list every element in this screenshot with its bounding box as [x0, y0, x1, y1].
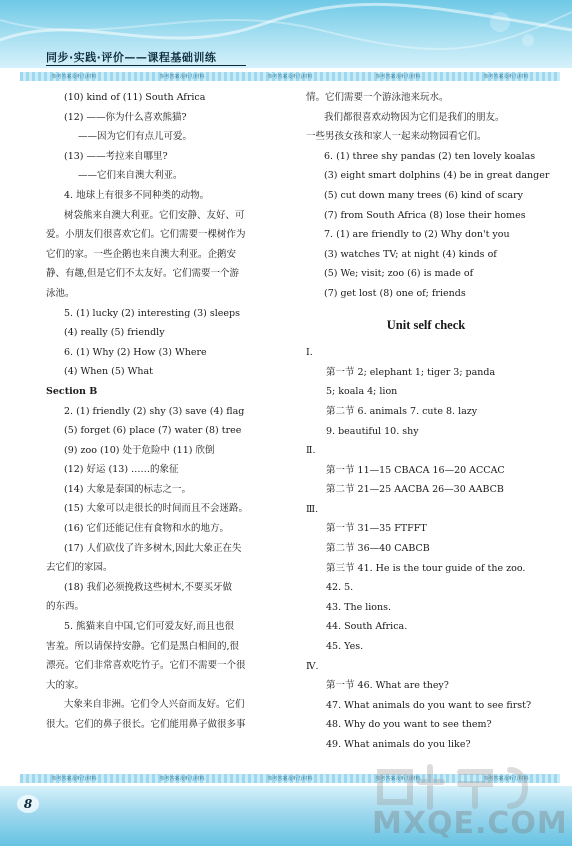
answer-line: 45. Yes.: [326, 641, 364, 653]
ribbon-label: 参考答案及听力材料: [483, 776, 529, 782]
series-title: 同步·实践·评价——课程基础训练: [46, 51, 217, 64]
ribbon-label: 参考答案及听力材料: [483, 74, 529, 80]
answer-line: 4. 地球上有很多不同种类的动物。: [64, 189, 210, 201]
answer-line: 44. South Africa.: [326, 621, 408, 633]
answer-line: 第一节 46. What are they?: [326, 680, 449, 692]
answer-line: 的东西。: [46, 601, 85, 613]
answer-line: 9. beautiful 10. shy: [326, 425, 419, 437]
answer-line: ——它们来自澳大利亚。: [78, 170, 183, 182]
answer-line: 树袋熊来自澳大利亚。它们安静、友好、可: [64, 209, 245, 221]
answer-line: (7) get lost (8) one of; friends: [324, 287, 466, 299]
answer-line: (4) When (5) What: [64, 366, 153, 378]
answer-line: 去它们的家园。: [46, 562, 113, 574]
ribbon-label: 参考答案及听力材料: [267, 74, 313, 80]
answer-line: (15) 大象可以走很长的时间而且不会迷路。: [64, 503, 249, 515]
answer-line: 7. (1) are friendly to (2) Why don't you: [324, 229, 510, 241]
right-answers-top: [306, 88, 550, 304]
answer-line: 47. What animals do you want to see first?: [326, 699, 532, 711]
title-underline: [46, 65, 246, 66]
answer-line: (7) from South Africa (8) lose their homes: [324, 209, 526, 221]
answer-line: (13) ——考拉来自哪里?: [64, 150, 168, 162]
answer-line: (17) 人们砍伐了许多树木,因此大象正在失: [64, 542, 242, 554]
ribbon-label: 参考答案及听力材料: [159, 776, 205, 782]
answer-line: 第一节 11—15 CBACA 16—20 ACCAC: [326, 464, 505, 476]
answer-line: (9) zoo (10) 处于危险中 (11) 欣倒: [64, 444, 215, 456]
ribbon-label: 参考答案及听力材料: [267, 776, 313, 782]
answer-line: Ⅳ.: [306, 660, 319, 672]
answer-line: 第三节 41. He is the tour guide of the zoo.: [326, 562, 526, 574]
answer-line: (18) 我们必须挽救这些树木,不要买牙做: [64, 581, 233, 593]
ribbon-label: 参考答案及听力材料: [159, 74, 205, 80]
answer-line: 5; koala 4; lion: [326, 386, 398, 398]
answer-line: 6. (1) Why (2) How (3) Where: [64, 346, 207, 358]
answer-line: (14) 大象是泰国的标志之一。: [64, 483, 192, 495]
answer-line: 情。它们需要一个游泳池来玩水。: [306, 92, 449, 103]
answer-line: 我们都很喜欢动物因为它们是我们的朋友。: [324, 111, 505, 123]
right-column: [306, 88, 550, 755]
answer-line: 第二节 6. animals 7. cute 8. lazy: [326, 405, 478, 417]
answer-line: 爱。小朋友们很喜欢它们。它们需要一棵树作为: [46, 229, 246, 241]
answer-line: Ⅱ.: [306, 445, 316, 457]
answer-line: Ⅲ.: [306, 503, 319, 515]
answer-line: 漂亮。它们非常喜欢吃竹子。它们不需要一个很: [46, 660, 246, 672]
ribbon-label: 参考答案及听力材料: [51, 776, 97, 782]
answer-line: (4) really (5) friendly: [64, 327, 165, 339]
answer-line: (5) cut down many trees (6) kind of scary: [324, 189, 524, 201]
answer-line: 48. Why do you want to see them?: [326, 719, 492, 731]
page-number-badge: [16, 792, 40, 816]
answer-line: 5. (1) lucky (2) interesting (3) sleeps: [64, 307, 240, 319]
answer-line: (16) 它们还能记住有食物和水的地方。: [64, 523, 230, 535]
answer-line: 大象来自非洲。它们令人兴奋而友好。它们: [64, 699, 245, 711]
answer-line: (12) ——你为什么喜欢熊猫?: [64, 111, 187, 123]
answer-line: 43. The lions.: [326, 601, 392, 613]
answer-line: 第一节 2; elephant 1; tiger 3; panda: [326, 366, 496, 378]
answer-line: 2. (1) friendly (2) shy (3) save (4) flag: [64, 405, 245, 417]
answer-line: (12) 好运 (13) ……的象征: [64, 464, 179, 476]
answer-line: 5. 熊猫来自中国,它们可爱友好,而且也很: [64, 621, 235, 633]
answer-line: 它们的家。一些企鹅也来自澳大利亚。企鹅安: [46, 248, 237, 260]
answer-line: (10) kind of (11) South Africa: [64, 92, 206, 103]
watermark-text: MXQE.COM: [372, 806, 568, 841]
answer-line: 大的家。: [46, 679, 85, 691]
answer-line: 6. (1) three shy pandas (2) ten lovely koalas: [324, 150, 536, 162]
answer-line: (5) forget (6) place (7) water (8) tree: [64, 425, 242, 437]
answer-line: 49. What animals do you like?: [326, 739, 471, 750]
ribbon-label: 参考答案及听力材料: [375, 74, 421, 80]
ribbon-label: 参考答案及听力材料: [51, 74, 97, 80]
answer-line: ——因为它们有点儿可爱。: [78, 131, 193, 143]
answer-line: Ⅰ.: [306, 347, 313, 359]
answer-line: 第二节 21—25 AACBA 26—30 AABCB: [326, 484, 504, 496]
top-ribbon: [20, 72, 560, 81]
answer-line: 静、有趣,但是它们不太友好。它们需要一个游: [46, 268, 240, 280]
answer-line: 很大。它们的鼻子很长。它们能用鼻子做很多事: [46, 719, 246, 730]
answer-line: 42. 5.: [326, 582, 354, 594]
answer-line: Section B: [46, 385, 98, 397]
right-answers-bottom: [306, 343, 546, 754]
left-column: [46, 88, 284, 735]
answer-line: (5) We; visit; zoo (6) is made of: [324, 268, 474, 280]
answer-line: 害羞。所以请保持安静。它们是黑白相间的,很: [46, 640, 240, 652]
answer-line: 一些男孩女孩和家人一起来动物园看它们。: [306, 131, 487, 143]
answer-line: 泳池。: [46, 287, 75, 299]
answer-line: 第一节 31—35 FTFFT: [326, 523, 427, 535]
answer-line: (3) watches TV; at night (4) kinds of: [324, 248, 497, 260]
ribbon-label: 参考答案及听力材料: [375, 776, 421, 782]
unit-self-check-title: Unit self check: [386, 317, 466, 332]
answer-line: (3) eight smart dolphins (4) be in great danger: [324, 170, 550, 182]
page-number: 8: [23, 797, 33, 811]
answer-line: 第二节 36—40 CABCB: [326, 543, 430, 555]
